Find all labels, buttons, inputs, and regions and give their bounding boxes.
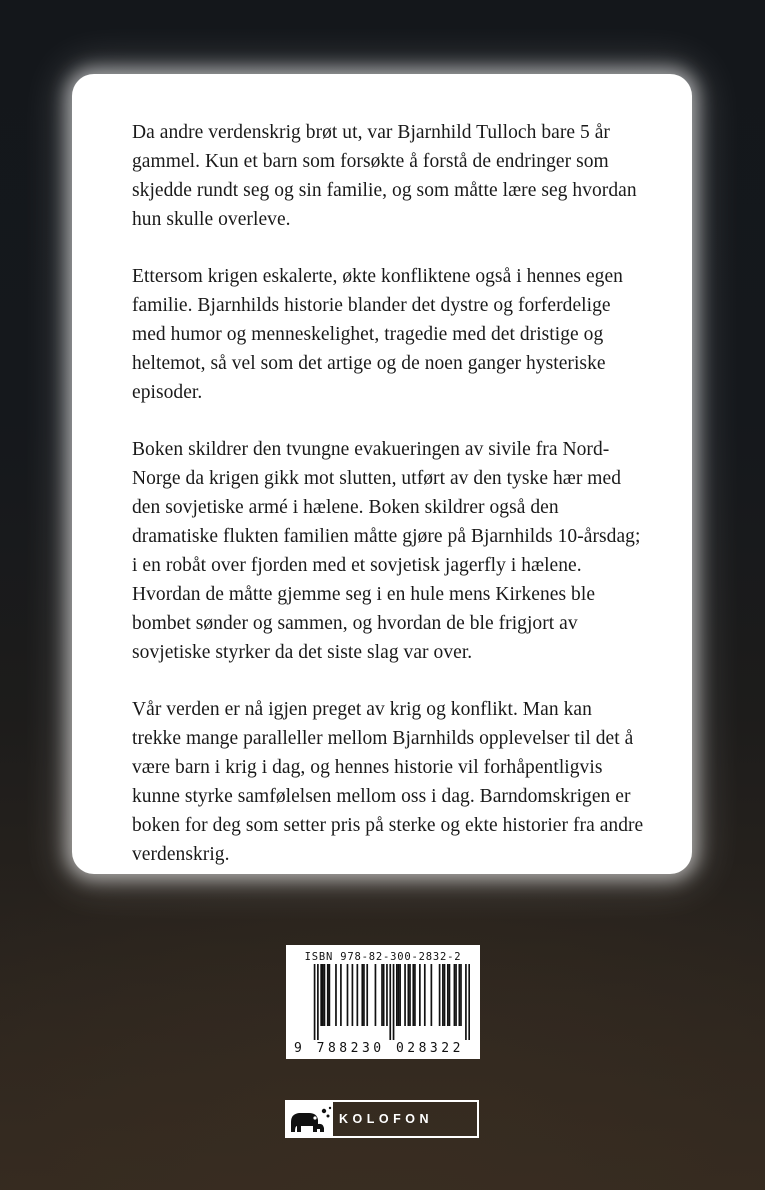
barcode-bar (407, 964, 409, 1026)
barcode-bar (447, 964, 449, 1026)
barcode-bar (347, 964, 349, 1026)
barcode-bar (366, 964, 368, 1026)
barcode-bar (396, 964, 398, 1026)
barcode-guard-bar (393, 964, 395, 1040)
barcode-bar (458, 964, 460, 1026)
blurb-paragraph-1: Da andre verdenskrig brøt ut, var Bjarnhild Tulloch bare 5 år gammel. Kun et barn som forsøkte å forstå de endringer som skjedde rundt seg og sin familie, og som måtte lære seg hvordan hun skulle overleve. (132, 122, 637, 230)
barcode-bar (386, 964, 388, 1026)
ean-digits: 9 788230 028322 (294, 1041, 464, 1056)
barcode-bar (324, 964, 326, 1026)
barcode-bar (431, 964, 433, 1026)
blurb-paragraph-2: Ettersom krigen eskalerte, økte konfliktene også i hennes egen familie. Bjarnhilds historie blander det dystre og forferdelige med humor og menneskelighet, tragedie med det dristige og heltemot, så vel som det artige og de noen ganger hysteriske episoder. (132, 266, 623, 403)
barcode-guard-bar (468, 964, 470, 1040)
barcode-bar (398, 964, 400, 1026)
publisher-logo (285, 1100, 479, 1138)
barcode-bar (414, 964, 416, 1026)
barcode-bar (424, 964, 426, 1026)
barcode-bar (439, 964, 441, 1026)
barcode-bar (361, 964, 363, 1026)
barcode-bar (454, 964, 456, 1026)
barcode-guard-bar (317, 964, 319, 1040)
barcode-bar (322, 964, 324, 1026)
barcode-guard-bar (314, 964, 316, 1040)
barcode-bar (442, 964, 444, 1026)
barcode-bar (460, 964, 462, 1026)
barcode-bar (444, 964, 446, 1026)
barcode-bar (381, 964, 383, 1026)
blurb-paragraph-4: Vår verden er nå igjen preget av krig og konflikt. Man kan trekke mange paralleller mellom Bjarnhilds opplevelser til det å være barn i krig i dag, og hennes historie vil forhåpentligvis kunne styrke samfølelsen mellom oss i dag. Barndomskrigen er boken for deg som setter pris på sterke og ekte historier fra andre verdenskrig. (132, 699, 644, 865)
barcode-bar (352, 964, 354, 1026)
elephant-icon (287, 1102, 333, 1136)
barcode-bar (320, 964, 322, 1026)
barcode-bar (449, 964, 451, 1026)
barcode-bar (335, 964, 337, 1026)
barcode-bar (340, 964, 342, 1026)
barcode-bar (412, 964, 414, 1026)
barcode-guard-bar (465, 964, 467, 1040)
blurb-paragraph-3: Boken skildrer den tvungne evakueringen av sivile fra Nord-Norge da krigen gikk mot slutten, utført av den tyske hær med den sovjetiske armé i hælene. Boken skildrer også den dramatiske flukten familien måtte gjøre på Bjarnhilds 10-årsdag; i en robåt over fjorden med et sovjetisk jagerfly i hælene. Hvordan de måtte gjemme seg i en hule mens Kirkenes ble bombet sønder og sammen, og hvordan de ble frigjort av sovjetiske styrker da det siste slag var over. (132, 439, 641, 663)
barcode-bars (294, 964, 470, 1040)
isbn-barcode (286, 945, 480, 1059)
barcode-bar (399, 964, 401, 1026)
barcode-bar (363, 964, 365, 1026)
barcode-bar (327, 964, 329, 1026)
publisher-name: KOLOFON (339, 1112, 433, 1126)
barcode-bar (375, 964, 377, 1026)
blurb-panel (72, 74, 692, 874)
barcode-bar (455, 964, 457, 1026)
barcode-bar (419, 964, 421, 1026)
isbn-label: ISBN 978-82-300-2832-2 (304, 951, 462, 963)
barcode-bar (357, 964, 359, 1026)
barcode-bar (383, 964, 385, 1026)
barcode-bar (329, 964, 331, 1026)
barcode-guard-bar (389, 964, 391, 1040)
barcode-bar (409, 964, 411, 1026)
barcode-bar (404, 964, 406, 1026)
